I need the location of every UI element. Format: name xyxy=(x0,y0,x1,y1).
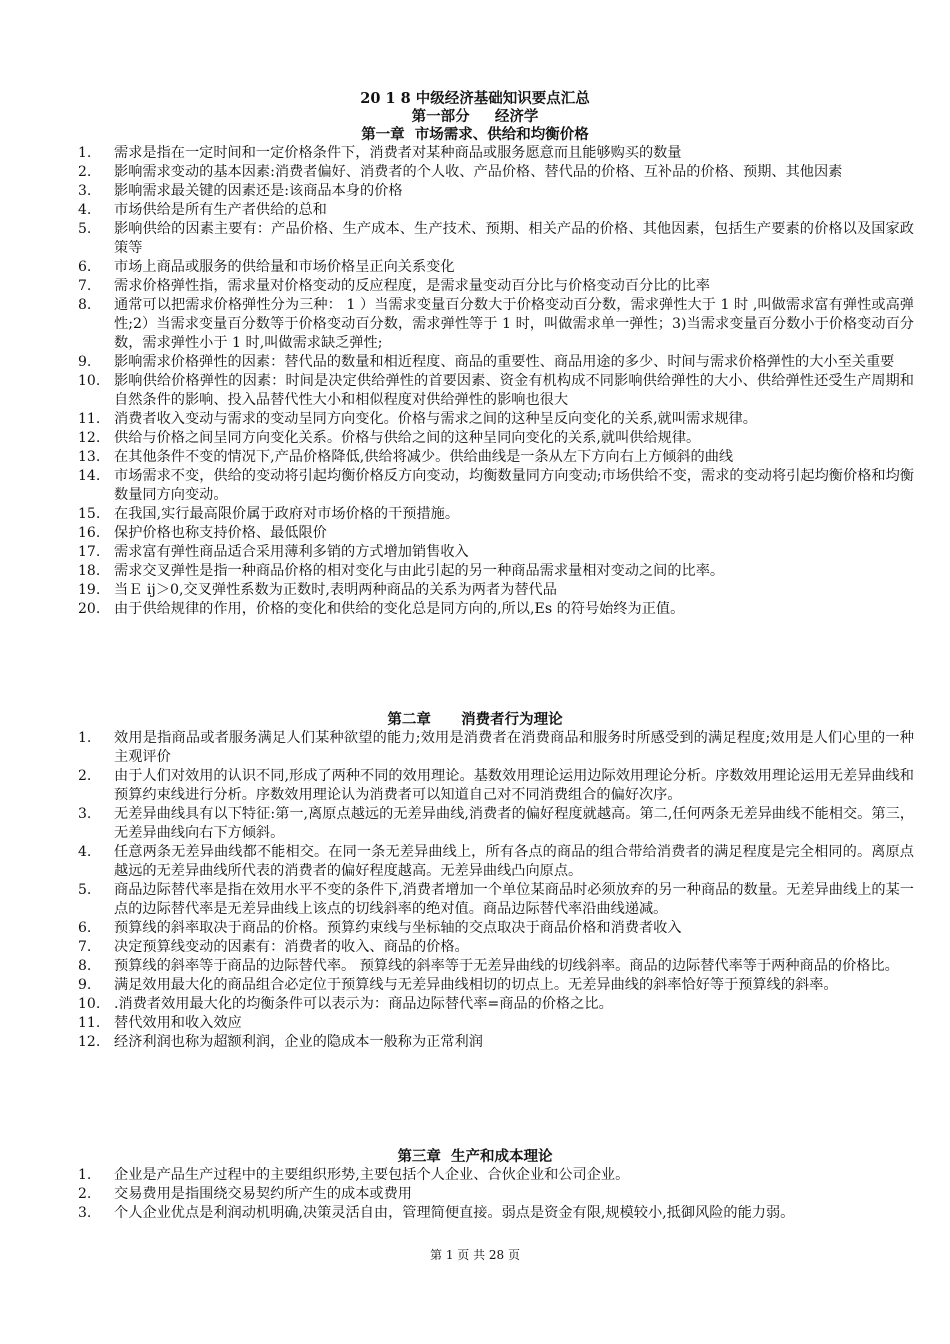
list-item xyxy=(0,448,950,467)
main-title: 20 1 8 中级经济基础知识要点汇总 xyxy=(360,90,590,107)
list-item-number: 4. xyxy=(78,202,92,218)
list-item-number: 11. xyxy=(78,1015,101,1031)
chapter-3 xyxy=(0,1148,950,1223)
list-item xyxy=(0,729,950,767)
list-item-text: 商品边际替代率是指在效用水平不变的条件下,消费者增加一个单位某商品时必须放弃的另一种商品的数量。无差异曲线上的某一点的边际替代率是无差异曲线上该点的切线斜率的绝对值。商品边际替代率沿曲线递减。 xyxy=(114,882,914,917)
list-item-number: 6. xyxy=(78,259,92,275)
list-item-number: 15. xyxy=(78,506,101,522)
list-item xyxy=(0,1014,950,1033)
list-item xyxy=(0,277,950,296)
list-item-text: 任意两条无差异曲线都不能相交。在同一条无差异曲线上，所有各点的商品的组合带给消费者的满足程度是完全相同的。离原点越远的无差异曲线所代表的消费者的偏好程度越高。无差异曲线凸向原点。 xyxy=(114,844,914,879)
list-item-number: 10. xyxy=(78,373,101,389)
list-item-number: 1. xyxy=(78,145,92,161)
list-item xyxy=(0,843,950,881)
list-item-number: 4. xyxy=(78,844,92,860)
list-item xyxy=(0,201,950,220)
list-item-text: 市场需求不变，供给的变动将引起均衡价格反方向变动，均衡数量同方向变动;市场供给不变，需求的变动将引起均衡价格和均衡数量同方向变动。 xyxy=(114,468,914,503)
list-item-number: 3. xyxy=(78,806,92,822)
list-item xyxy=(0,258,950,277)
list-item-text: 替代效用和收入效应 xyxy=(114,1015,242,1031)
list-item-number: 2. xyxy=(78,768,92,784)
list-item-number: 17. xyxy=(78,544,101,560)
chapter-1-title: 第一章 市场需求、供给和均衡价格 xyxy=(361,126,589,143)
list-item-text: 预算线的斜率取决于商品的价格。预算约束线与坐标轴的交点取决于商品价格和消费者收入 xyxy=(114,920,682,936)
page-footer: 第 1 页 共 28 页 xyxy=(430,1248,520,1262)
list-item-text: 需求价格弹性指，需求量对价格变动的反应程度，是需求量变动百分比与价格变动百分比的比率 xyxy=(114,278,710,294)
list-item xyxy=(0,1185,950,1204)
list-item-text: 交易费用是指围绕交易契约所产生的成本或费用 xyxy=(114,1186,412,1202)
list-item-number: 16. xyxy=(78,525,101,541)
list-item-number: 3. xyxy=(78,183,92,199)
list-item-text: 影响需求变动的基本因素:消费者偏好、消费者的个人收、产品价格、替代品的价格、互补品的价格、预期、其他因素 xyxy=(114,164,843,180)
list-item-text: 经济利润也称为超额利润，企业的隐成本一般称为正常利润 xyxy=(114,1034,483,1050)
list-item-number: 2. xyxy=(78,1186,92,1202)
list-item xyxy=(0,881,950,919)
list-item xyxy=(0,220,950,258)
list-item xyxy=(0,1204,950,1223)
list-item-number: 8. xyxy=(78,297,92,313)
list-item xyxy=(0,410,950,429)
list-item-text: 影响需求价格弹性的因素：替代品的数量和相近程度、商品的重要性、商品用途的多少、时间与需求价格弹性的大小至关重要 xyxy=(114,354,895,370)
list-item xyxy=(0,1033,950,1052)
list-item-text: 预算线的斜率等于商品的边际替代率。 预算线的斜率等于无差异曲线的切线斜率。商品的边际替代率等于两种商品的价格比。 xyxy=(114,958,899,974)
list-item xyxy=(0,163,950,182)
list-item-number: 12. xyxy=(78,1034,101,1050)
list-item-number: 20. xyxy=(78,601,101,617)
list-item-text: 需求富有弹性商品适合采用薄利多销的方式增加销售收入 xyxy=(114,544,469,560)
list-item-number: 18. xyxy=(78,563,101,579)
list-item-number: 8. xyxy=(78,958,92,974)
list-item-text: 影响供给价格弹性的因素：时间是决定供给弹性的首要因素、资金有机构成不同影响供给弹性的大小、供给弹性还受生产周期和自然条件的影响、投入品替代性大小和相似程度对供给弹性的影响也很大 xyxy=(114,373,914,408)
list-item-text: 市场供给是所有生产者供给的总和 xyxy=(114,202,327,218)
list-item xyxy=(0,182,950,201)
list-item-text: 需求交叉弹性是指一种商品价格的相对变化与由此引起的另一种商品需求量相对变动之间的比率。 xyxy=(114,563,725,579)
list-item xyxy=(0,600,950,619)
list-item-number: 1. xyxy=(78,730,92,746)
list-item-text: 供给与价格之间呈同方向变化关系。价格与供给之间的这种呈同向变化的关系,就叫供给规律。 xyxy=(114,430,701,446)
list-item xyxy=(0,581,950,600)
list-item-text: 由于供给规律的作用，价格的变化和供给的变化总是同方向的,所以,Es 的符号始终为正值。 xyxy=(114,601,685,617)
list-item-text: 影响供给的因素主要有：产品价格、生产成本、生产技术、预期、相关产品的价格、其他因素，包括生产要素的价格以及国家政策等 xyxy=(114,221,914,256)
list-item-number: 5. xyxy=(78,221,92,237)
chapter-2 xyxy=(0,711,950,1052)
list-item-text: 无差异曲线具有以下特征:第一,离原点越远的无差异曲线,消费者的偏好程度就越高。第二,任何两条无差异曲线不能相交。第三， 无差异曲线向右下方倾斜。 xyxy=(114,806,914,841)
chapter-3-list xyxy=(0,1166,950,1223)
list-item xyxy=(0,296,950,353)
list-item-number: 10. xyxy=(78,996,101,1012)
part-title: 第一部分 经济学 xyxy=(411,108,539,125)
list-item-number: 2. xyxy=(78,164,92,180)
list-item xyxy=(0,995,950,1014)
list-item-text: 效用是指商品或者服务满足人们某种欲望的能力;效用是消费者在消费商品和服务时所感受到的满足程度;效用是人们心里的一种主观评价 xyxy=(114,730,914,765)
title-block xyxy=(0,90,950,126)
list-item-text: 决定预算线变动的因素有：消费者的收入、商品的价格。 xyxy=(114,939,469,955)
list-item-text: 消费者收入变动与需求的变动呈同方向变化。价格与需求之间的这种呈反向变化的关系,就叫需求规律。 xyxy=(114,411,757,427)
list-item-text: .消费者效用最大化的均衡条件可以表示为：商品边际替代率=商品的价格之比。 xyxy=(114,996,613,1012)
list-item-text: 企业是产品生产过程中的主要组织形势,主要包括个人企业、合伙企业和公司企业。 xyxy=(114,1167,630,1183)
list-item xyxy=(0,505,950,524)
chapter-3-title: 第三章 生产和成本理论 xyxy=(397,1148,553,1165)
list-item xyxy=(0,562,950,581)
chapter-1 xyxy=(0,126,950,619)
list-item-text: 需求是指在一定时间和一定价格条件下，消费者对某种商品或服务愿意而且能够购买的数量 xyxy=(114,145,682,161)
list-item xyxy=(0,429,950,448)
list-item-number: 14. xyxy=(78,468,101,484)
list-item-number: 11. xyxy=(78,411,101,427)
list-item-text: 在我国,实行最高限价属于政府对市场价格的干预措施。 xyxy=(114,506,460,522)
list-item-number: 12. xyxy=(78,430,101,446)
list-item xyxy=(0,467,950,505)
list-item-text: 当Ｅ ij＞0,交叉弹性系数为正数时,表明两种商品的关系为两者为替代品 xyxy=(114,582,557,598)
list-item xyxy=(0,372,950,410)
list-item-number: 3. xyxy=(78,1205,92,1221)
list-item-number: 7. xyxy=(78,939,92,955)
list-item-number: 5. xyxy=(78,882,92,898)
list-item-number: 9. xyxy=(78,354,92,370)
list-item xyxy=(0,543,950,562)
list-item-text: 市场上商品或服务的供给量和市场价格呈正向关系变化 xyxy=(114,259,455,275)
chapter-2-list xyxy=(0,729,950,1052)
list-item-text: 保护价格也称支持价格、最低限价 xyxy=(114,525,327,541)
list-item-number: 13. xyxy=(78,449,101,465)
list-item xyxy=(0,767,950,805)
list-item-number: 7. xyxy=(78,278,92,294)
list-item xyxy=(0,957,950,976)
list-item-text: 满足效用最大化的商品组合必定位于预算线与无差异曲线相切的切点上。无差异曲线的斜率恰好等于预算线的斜率。 xyxy=(114,977,838,993)
list-item-number: 9. xyxy=(78,977,92,993)
list-item-number: 19. xyxy=(78,582,101,598)
chapter-1-list xyxy=(0,144,950,619)
list-item-text: 通常可以把需求价格弹性分为三种： 1 ）当需求变量百分数大于价格变动百分数，需求弹性大于 1 时 ,叫做需求富有弹性或高弹性;2）当需求变量百分数等于价格变动百分数，需求弹性等于 1 时，叫做需求单一弹性；3)当需求变量百分数小于价格变动百分数，需求弹性小于 1 时,叫做需求缺乏弹性; xyxy=(114,297,914,351)
list-item xyxy=(0,353,950,372)
list-item xyxy=(0,144,950,163)
list-item xyxy=(0,805,950,843)
chapter-2-title: 第二章 消费者行为理论 xyxy=(387,711,563,728)
list-item xyxy=(0,1166,950,1185)
list-item-text: 个人企业优点是利润动机明确,决策灵活自由，管理简便直接。弱点是资金有限,规模较小,抵御风险的能力弱。 xyxy=(114,1205,795,1221)
list-item-number: 1. xyxy=(78,1167,92,1183)
list-item-number: 6. xyxy=(78,920,92,936)
list-item xyxy=(0,938,950,957)
list-item-text: 在其他条件不变的情况下,产品价格降低,供给将减少。供给曲线是一条从左下方向右上方倾斜的曲线 xyxy=(114,449,734,465)
list-item-text: 影响需求最关键的因素还是:该商品本身的价格 xyxy=(114,183,403,199)
list-item xyxy=(0,976,950,995)
list-item xyxy=(0,919,950,938)
list-item-text: 由于人们对效用的认识不同,形成了两种不同的效用理论。基数效用理论运用边际效用理论分析。序数效用理论运用无差异曲线和预算约束线进行分析。序数效用理论认为消费者可以知道自己对不同消费组合的偏好次序。 xyxy=(114,768,914,803)
list-item xyxy=(0,524,950,543)
